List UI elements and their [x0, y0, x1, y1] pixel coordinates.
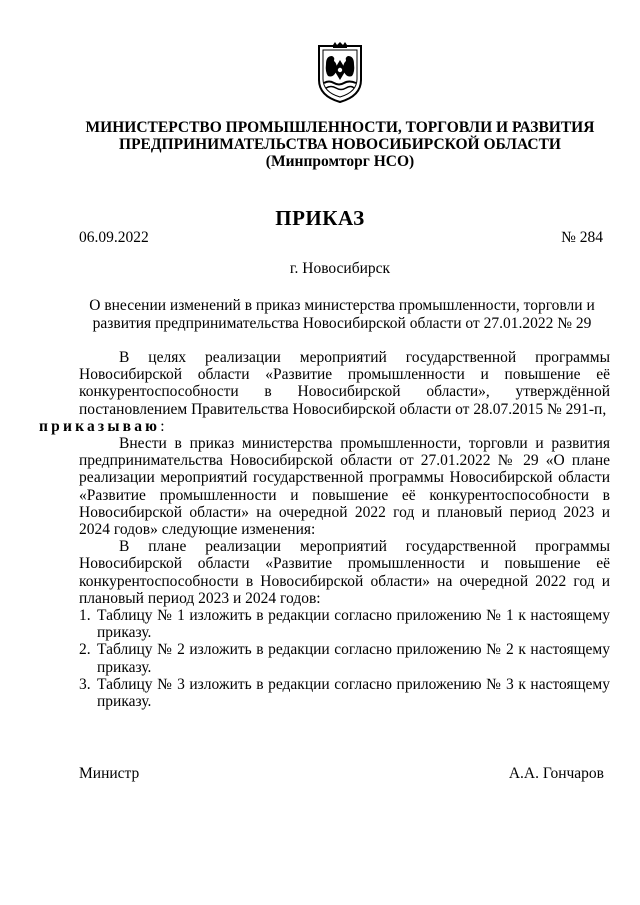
list-item-text: Таблицу № 3 изложить в редакции согласно приложению № 3 к настоящему приказу.: [97, 675, 610, 711]
list-item-number: 3.: [79, 675, 91, 693]
list-item-number: 2.: [79, 641, 91, 659]
plan-paragraph: В плане реализации мероприятий государственной программы Новосибирской области «Развитие промышленности и повышение её конкурентоспособности в Новосибирской области» на очередной 2022 год и плановый период 2023 и 2024 годов:: [79, 538, 610, 607]
order-city: г. Новосибирск: [289, 260, 391, 277]
preamble-text: В целях реализации мероприятий государственной программы Новосибирской области «Развитие промышленности и повышение её конкурентоспособности в Новосибирской области», утверждённой постановлением Правительства Новосибирской области от 28.07.2015 № 291-п,: [79, 349, 610, 418]
order-word: приказываю: [39, 417, 161, 435]
organization-short-name: (Минпромторг НСО): [265, 153, 415, 170]
organization-name-line1: МИНИСТЕРСТВО ПРОМЫШЛЕННОСТИ, ТОРГОВЛИ И РАЗВИТИЯ: [85, 119, 595, 136]
order-number: № 284: [561, 229, 603, 246]
preamble-paragraph: [39, 349, 610, 435]
coat-of-arms-emblem: [316, 42, 364, 104]
document-title: ПРИКАЗ: [275, 206, 365, 230]
list-item-text: Таблицу № 2 изложить в редакции согласно приложению № 2 к настоящему приказу.: [97, 641, 610, 676]
signatory-name: А.А. Гончаров: [508, 765, 604, 782]
list-item: [79, 607, 610, 641]
list-item-text: Таблицу № 1 изложить в редакции согласно приложению № 1 к настоящему приказу.: [97, 607, 610, 642]
list-item: [79, 676, 610, 710]
order-date: 06.09.2022: [79, 229, 149, 246]
list-item: [79, 641, 610, 675]
order-colon: :: [160, 417, 165, 435]
signatory-position: Министр: [79, 765, 140, 782]
amendment-list: [79, 607, 610, 710]
organization-name-line2: ПРЕДПРИНИМАТЕЛЬСТВА НОВОСИБИРСКОЙ ОБЛАСТИ: [119, 136, 561, 153]
order-subject: О внесении изменений в приказ министерства промышленности, торговли и развития предпринимательства Новосибирской области от 27.01.2022 № 29: [89, 297, 595, 332]
order-body: [39, 349, 610, 711]
amendment-paragraph: Внести в приказ министерства промышленности, торговли и развития предпринимательства Новосибирской области от 27.01.2022 № 29 «О плане реализации мероприятий государственной программы Новосибирской области «Развитие промышленности и повышение её конкурентоспособности в Новосибирской области» на очередной 2022 год и плановый период 2023 и 2024 годов» следующие изменения:: [79, 435, 610, 539]
list-item-number: 1.: [79, 607, 91, 625]
